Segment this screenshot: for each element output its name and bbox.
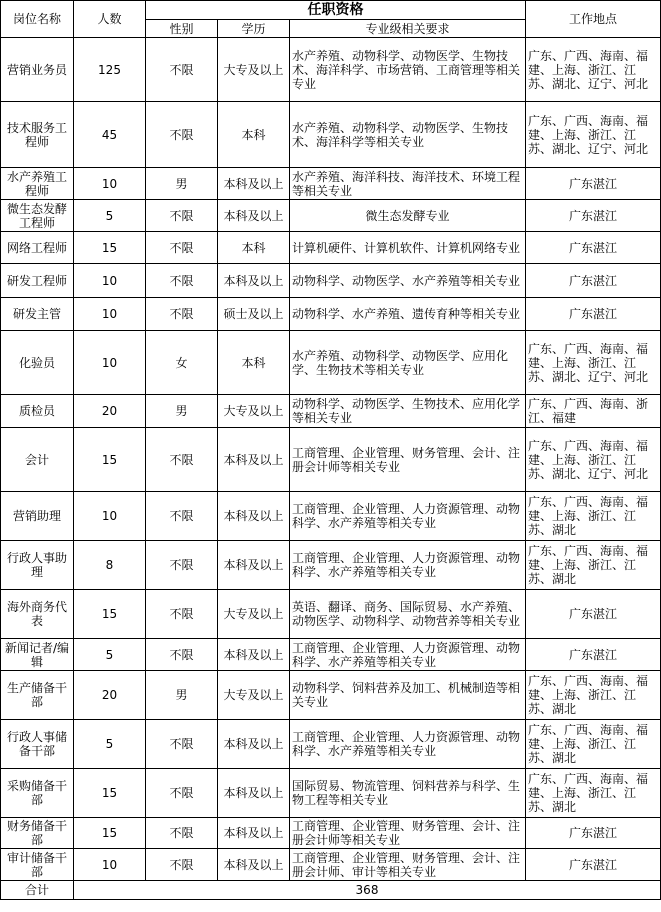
table-row <box>1 168 661 200</box>
cell-location: 广东湛江 <box>526 298 661 331</box>
cell-location: 广东、广西、海南、福建、上海、浙江、江苏、湖北、辽宁、河北 <box>526 38 661 102</box>
cell-count: 20 <box>74 671 146 720</box>
cell-education: 本科及以上 <box>218 849 290 881</box>
cell-location: 广东湛江 <box>526 232 661 264</box>
cell-education: 硕士及以上 <box>218 298 290 331</box>
cell-position: 微生态发酵工程师 <box>1 200 74 232</box>
cell-major: 工商管理、企业管理、财务管理、会计、注册会计师等相关专业 <box>290 428 526 492</box>
cell-position: 生产储备干部 <box>1 671 74 720</box>
cell-education: 本科及以上 <box>218 428 290 492</box>
cell-education: 大专及以上 <box>218 38 290 102</box>
table-row <box>1 849 661 881</box>
cell-gender: 不限 <box>146 200 218 232</box>
header-gender: 性别 <box>146 20 218 38</box>
cell-gender: 不限 <box>146 541 218 590</box>
cell-location: 广东、广西、海南、福建、上海、浙江、江苏、湖北 <box>526 541 661 590</box>
cell-gender: 不限 <box>146 818 218 849</box>
cell-gender: 不限 <box>146 720 218 769</box>
cell-count: 5 <box>74 720 146 769</box>
cell-count: 15 <box>74 590 146 639</box>
cell-position: 审计储备干部 <box>1 849 74 881</box>
cell-location: 广东湛江 <box>526 590 661 639</box>
cell-education: 本科及以上 <box>218 200 290 232</box>
cell-count: 10 <box>74 168 146 200</box>
cell-count: 125 <box>74 38 146 102</box>
cell-gender: 不限 <box>146 769 218 818</box>
cell-education: 本科及以上 <box>218 541 290 590</box>
cell-count: 8 <box>74 541 146 590</box>
header-major: 专业级相关要求 <box>290 20 526 38</box>
table-row <box>1 541 661 590</box>
header-location: 工作地点 <box>526 1 661 38</box>
table-row <box>1 102 661 168</box>
cell-position: 技术服务工程师 <box>1 102 74 168</box>
table-row <box>1 232 661 264</box>
cell-education: 本科及以上 <box>218 639 290 671</box>
cell-education: 大专及以上 <box>218 671 290 720</box>
cell-count: 5 <box>74 639 146 671</box>
table-row <box>1 818 661 849</box>
cell-location: 广东、广西、海南、福建、上海、浙江、江苏、湖北 <box>526 492 661 541</box>
total-value: 368 <box>74 881 661 900</box>
cell-major: 水产养殖、海洋科技、海洋技术、环境工程等相关专业 <box>290 168 526 200</box>
header-position: 岗位名称 <box>1 1 74 38</box>
cell-major: 水产养殖、动物科学、动物医学、生物技术、海洋科学等相关专业 <box>290 102 526 168</box>
cell-major: 动物科学、动物医学、生物技术、应用化学等相关专业 <box>290 395 526 428</box>
cell-major: 水产养殖、动物科学、动物医学、应用化学、生物技术等相关专业 <box>290 331 526 395</box>
header-count: 人数 <box>74 1 146 38</box>
cell-gender: 不限 <box>146 590 218 639</box>
table-row <box>1 298 661 331</box>
cell-gender: 不限 <box>146 232 218 264</box>
cell-position: 网络工程师 <box>1 232 74 264</box>
cell-education: 大专及以上 <box>218 395 290 428</box>
cell-major: 动物科学、水产养殖、遗传育种等相关专业 <box>290 298 526 331</box>
cell-position: 化验员 <box>1 331 74 395</box>
cell-count: 20 <box>74 395 146 428</box>
table-row <box>1 720 661 769</box>
cell-gender: 不限 <box>146 102 218 168</box>
cell-major: 工商管理、企业管理、人力资源管理、动物科学、水产养殖等相关专业 <box>290 492 526 541</box>
cell-location: 广东湛江 <box>526 639 661 671</box>
cell-location: 广东、广西、海南、福建、上海、浙江、江苏、湖北、辽宁、河北 <box>526 331 661 395</box>
cell-education: 本科及以上 <box>218 769 290 818</box>
table-row <box>1 331 661 395</box>
cell-count: 10 <box>74 331 146 395</box>
cell-gender: 女 <box>146 331 218 395</box>
cell-education: 本科及以上 <box>218 168 290 200</box>
cell-major: 动物科学、动物医学、水产养殖等相关专业 <box>290 264 526 298</box>
cell-count: 15 <box>74 818 146 849</box>
cell-position: 研发主管 <box>1 298 74 331</box>
cell-major: 工商管理、企业管理、人力资源管理、动物科学、水产养殖等相关专业 <box>290 639 526 671</box>
cell-position: 新闻记者/编辑 <box>1 639 74 671</box>
cell-gender: 男 <box>146 168 218 200</box>
cell-education: 本科 <box>218 102 290 168</box>
cell-gender: 男 <box>146 395 218 428</box>
cell-location: 广东湛江 <box>526 264 661 298</box>
table-row <box>1 671 661 720</box>
cell-location: 广东、广西、海南、福建、上海、浙江、江苏、湖北、辽宁、河北 <box>526 428 661 492</box>
table-row <box>1 769 661 818</box>
cell-position: 水产养殖工程师 <box>1 168 74 200</box>
cell-gender: 不限 <box>146 428 218 492</box>
header-qualification: 任职资格 <box>146 1 526 20</box>
cell-location: 广东湛江 <box>526 818 661 849</box>
cell-major: 英语、翻译、商务、国际贸易、水产养殖、动物医学、动物科学、动物营养等相关专业 <box>290 590 526 639</box>
cell-location: 广东湛江 <box>526 200 661 232</box>
cell-count: 45 <box>74 102 146 168</box>
cell-count: 15 <box>74 232 146 264</box>
cell-major: 工商管理、企业管理、财务管理、会计、注册会计师等相关专业 <box>290 818 526 849</box>
cell-location: 广东、广西、海南、福建、上海、浙江、江苏、湖北 <box>526 720 661 769</box>
cell-location: 广东、广西、海南、福建、上海、浙江、江苏、湖北 <box>526 671 661 720</box>
cell-location: 广东湛江 <box>526 168 661 200</box>
table-row <box>1 428 661 492</box>
cell-gender: 不限 <box>146 849 218 881</box>
cell-education: 大专及以上 <box>218 590 290 639</box>
cell-position: 海外商务代表 <box>1 590 74 639</box>
cell-major: 微生态发酵专业 <box>290 200 526 232</box>
cell-count: 15 <box>74 428 146 492</box>
table-row <box>1 639 661 671</box>
cell-position: 会计 <box>1 428 74 492</box>
table-body <box>1 38 661 881</box>
table-row <box>1 395 661 428</box>
header-education: 学历 <box>218 20 290 38</box>
cell-location: 广东、广西、海南、浙江、福建 <box>526 395 661 428</box>
cell-position: 采购储备干部 <box>1 769 74 818</box>
cell-location: 广东、广西、海南、福建、上海、浙江、江苏、湖北、辽宁、河北 <box>526 102 661 168</box>
cell-major: 水产养殖、动物科学、动物医学、生物技术、海洋科学、市场营销、工商管理等相关专业 <box>290 38 526 102</box>
table-row <box>1 264 661 298</box>
cell-major: 工商管理、企业管理、人力资源管理、动物科学、水产养殖等相关专业 <box>290 541 526 590</box>
cell-major: 国际贸易、物流管理、饲料营养与科学、生物工程等相关专业 <box>290 769 526 818</box>
cell-major: 工商管理、企业管理、财务管理、会计、注册会计师、审计等相关专业 <box>290 849 526 881</box>
cell-gender: 不限 <box>146 298 218 331</box>
table-row <box>1 38 661 102</box>
cell-position: 行政人事助理 <box>1 541 74 590</box>
table-row <box>1 200 661 232</box>
cell-position: 质检员 <box>1 395 74 428</box>
cell-gender: 不限 <box>146 38 218 102</box>
cell-major: 工商管理、企业管理、人力资源管理、动物科学、水产养殖等相关专业 <box>290 720 526 769</box>
cell-education: 本科 <box>218 232 290 264</box>
cell-count: 15 <box>74 769 146 818</box>
cell-education: 本科及以上 <box>218 720 290 769</box>
cell-education: 本科及以上 <box>218 818 290 849</box>
cell-position: 营销助理 <box>1 492 74 541</box>
cell-position: 营销业务员 <box>1 38 74 102</box>
table-row <box>1 590 661 639</box>
cell-gender: 不限 <box>146 492 218 541</box>
cell-education: 本科 <box>218 331 290 395</box>
cell-position: 财务储备干部 <box>1 818 74 849</box>
cell-education: 本科及以上 <box>218 264 290 298</box>
cell-position: 行政人事储备干部 <box>1 720 74 769</box>
cell-count: 10 <box>74 849 146 881</box>
cell-location: 广东、广西、海南、福建、上海、浙江、江苏、湖北 <box>526 769 661 818</box>
table-row <box>1 492 661 541</box>
cell-position: 研发工程师 <box>1 264 74 298</box>
cell-location: 广东湛江 <box>526 849 661 881</box>
cell-major: 动物科学、饲料营养及加工、机械制造等相关专业 <box>290 671 526 720</box>
cell-count: 10 <box>74 492 146 541</box>
cell-count: 5 <box>74 200 146 232</box>
cell-count: 10 <box>74 298 146 331</box>
cell-gender: 不限 <box>146 639 218 671</box>
cell-gender: 男 <box>146 671 218 720</box>
cell-education: 本科及以上 <box>218 492 290 541</box>
cell-major: 计算机硬件、计算机软件、计算机网络专业 <box>290 232 526 264</box>
cell-count: 10 <box>74 264 146 298</box>
cell-gender: 不限 <box>146 264 218 298</box>
total-label: 合计 <box>1 881 74 900</box>
